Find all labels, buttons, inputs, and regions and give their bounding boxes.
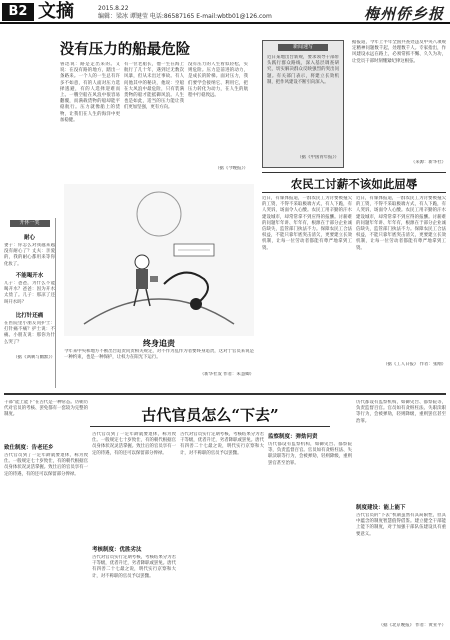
officials-subhead: 监察制度：弹劾问责 [268,434,318,440]
cartoon-credit: （新华社发 作者：朱慧卿） [199,372,254,377]
news-box-source: （据《中国青年报》） [297,155,339,160]
officials-subhead: 制度建设：能上能下 [356,505,406,511]
ship-source: （据《今晚报》） [215,166,248,171]
ship-col-1: 鲁迅说：路是走出来的。又说：在没有路的地方，踏出一条路来。一个人的一生总有许多不如意，有的人面对压力选择逃避，有的人选择迎难而上。一艘空船在风浪中很容易翻覆，而满载货物的船却能平稳航行。压力就像船上的货物，让我们在人生的海洋中更加稳健。 [60,62,120,123]
section-divider [4,393,446,395]
humor-column [4,218,56,388]
humor-item-text: 儿子：爸爸，为什么不能喝开水？爸爸：因为开水太烫了。儿子：那凉了还叫开水吗？ [4,281,55,305]
editor-info: 编辑：梁冰 谭键莹 电话:86587165 E-mail:wbtb01@126.com [98,13,272,20]
issue-date: 2015.8.22 [98,5,129,12]
officials-text: 古代官员到了一定年龄就要退休，称为致仕。一般规定七十岁致仕，有的朝代根据官员身体状况灵活掌握。致仕后的官员享有一定的待遇，有的还可以保留部分俸禄。 [4,453,88,477]
cartoon-image [64,184,254,336]
divider [262,172,446,173]
humor-item-title: 不能喝开水 [15,273,44,279]
humor-source: （据《讽刺与幽默》） [13,355,55,360]
news-box-label: 新闻速写 [278,44,328,51]
officials-source: （据《北京晚报》 作者：黄亚平） [378,623,446,628]
humor-heading: 开怀一笑 [10,220,50,227]
officials-text: 古代对官员实行定期考核，考核结果分为若干等级，优者升迁，劣者降职或罢免。唐代有四善二十七最之说，明代实行京察和大计，对不称职的官员予以罢黜。 [92,555,176,579]
headline-ship: 没有压力的船最危险 [59,41,191,58]
officials-subhead: 致仕制度：告老还乡 [4,445,54,451]
newspaper-logo: 梅州侨乡报 [363,5,444,23]
officials-text: 历代都设有监察机构，如御史台、都察院等，负责监督百官。官员如有贪赃枉法、失职渎职等行为，会被弹劾，轻则降级，重则罢官甚至治罪。 [268,442,352,466]
page-number: B2 [2,3,34,21]
humor-item-title: 耐心 [23,235,35,241]
humor-item-text: 妻子：你怎么对我越来越没有耐心了？丈夫：亲爱的，我的耐心都用来等你化妆了。 [4,243,55,267]
divider [262,192,446,193]
ship-col-2: 有一位老船长，他一生在海上航行了几十年，遇到过无数次风暴，但从未出过事故。有人问他其中的秘诀，他说：空船在大风浪中最危险，只有装满货物的船才能抵御风浪。人生也是如此，适当的压力能让我们更加坚强，更有方向。 [124,62,184,111]
humor-item-title: 比打针还痛 [15,313,44,319]
officials-intro: 干部“能上能下”在古代是一种常态。历朝历代对官员的考核、罢免都有一套较为完整的制度。 [4,400,88,418]
migrant-col-2: 近日，有媒体报道，一群农民工为讨要被拖欠的工资，不得不采取极端方式，有人下跪，有人哭诉，场面令人心酸。农民工用辛勤的汗水建设城市，却常常拿不到应得的报酬。讨薪难的问题年年讲、年年有，根源在于部分企业诚信缺失，监管部门执法不力。保障农民工合法权益，不能只靠年底突击清欠，更要建立长效机制，让每一位劳动者都能有尊严地拿到工资。 [356,196,446,251]
officials-text: 历代都设有监察机构，如御史台、都察院等，负责监督百官。官员如有贪赃枉法、失职渎职等行为，会被弹劾，轻则降级，重则罢官甚至治罪。 [356,400,446,424]
officials-text: 古代官员到了一定年龄就要退休，称为致仕。一般规定七十岁致仕，有的朝代根据官员身体状况灵活掌握。致仕后的官员享有一定的待遇，有的还可以保留部分俸禄。 [92,432,176,456]
migrant-source: （据《工人日报》 作者：张刚） [383,362,446,367]
officials-col-1 [4,400,88,636]
section-title: 文摘 [38,1,74,22]
officials-text: 古代官员的“下去”机制虽然有其局限性，但其中蕴含的制度智慧值得借鉴。建立健全干部能上能下的制度，对于加强干部队伍建设具有重要意义。 [356,513,446,537]
ship-col-3: 没有压力的人生看似轻松，实则危险。压力是前进的动力，是成长的阶梯。面对压力，我们要学会接纳它、利用它，把压力转化为动力，在人生的航程中行稳致远。 [188,62,248,99]
humor-item-text: 在医院里小朋友问护士：打针痛不痛？护士说：不痛。小朋友说：那你为什么哭了？ [4,321,55,345]
cartoon-illustration [64,184,254,336]
right-top-column: 据报道，今年上半年全国共查处违反中央八项规定精神问题数千起，处理数千人。专家指出，作风建设永远在路上，必须常抓不懈、久久为功，让党员干部时刻绷紧纪律这根弦。 [352,40,446,64]
officials-col-3 [180,432,264,636]
right-top-source: （来源：新华社） [410,160,446,165]
cartoon-caption: 今年来中央和地方不断出台追责问责相关规定，对不作为乱作为者要终身追责，这对于官员来说是一种约束，也是一种保护，让权力在阳光下运行。 [64,349,254,361]
migrant-col-1: 近日，有媒体报道，一群农民工为讨要被拖欠的工资，不得不采取极端方式，有人下跪，有人哭诉，场面令人心酸。农民工用辛勤的汗水建设城市，却常常拿不到应得的报酬。讨薪难的问题年年讲、年年有，根源在于部分企业诚信缺失，监管部门执法不力。保障农民工合法权益，不能只靠年底突击清欠，更要建立长效机制，让每一位劳动者都能有尊严地拿到工资。 [262,196,352,251]
officials-col-4 [268,432,352,636]
headline-officials: 古代官员怎么“下去” [141,406,279,424]
officials-subhead: 考核制度：优胜劣汰 [92,547,142,553]
officials-col-5 [356,400,446,636]
news-box-text: 近日某地出台新规，要求领导干部带头践行群众路线，深入基层调查研究，切实解决群众反映强烈的突出问题。有关部门表示，将建立长效机制，把作风建设不断引向深入。 [267,55,339,85]
headline-migrant: 农民工讨薪不该如此屈辱 [290,177,418,191]
news-box [262,40,344,168]
headline-rule [90,426,330,427]
officials-col-2 [92,432,176,636]
officials-text: 古代对官员实行定期考核，考核结果分为若干等级，优者升迁，劣者降职或罢免。唐代有四善二十七最之说，明代实行京察和大计，对不称职的官员予以罢黜。 [180,432,264,456]
cartoon-title: 终身追责 [143,338,175,348]
